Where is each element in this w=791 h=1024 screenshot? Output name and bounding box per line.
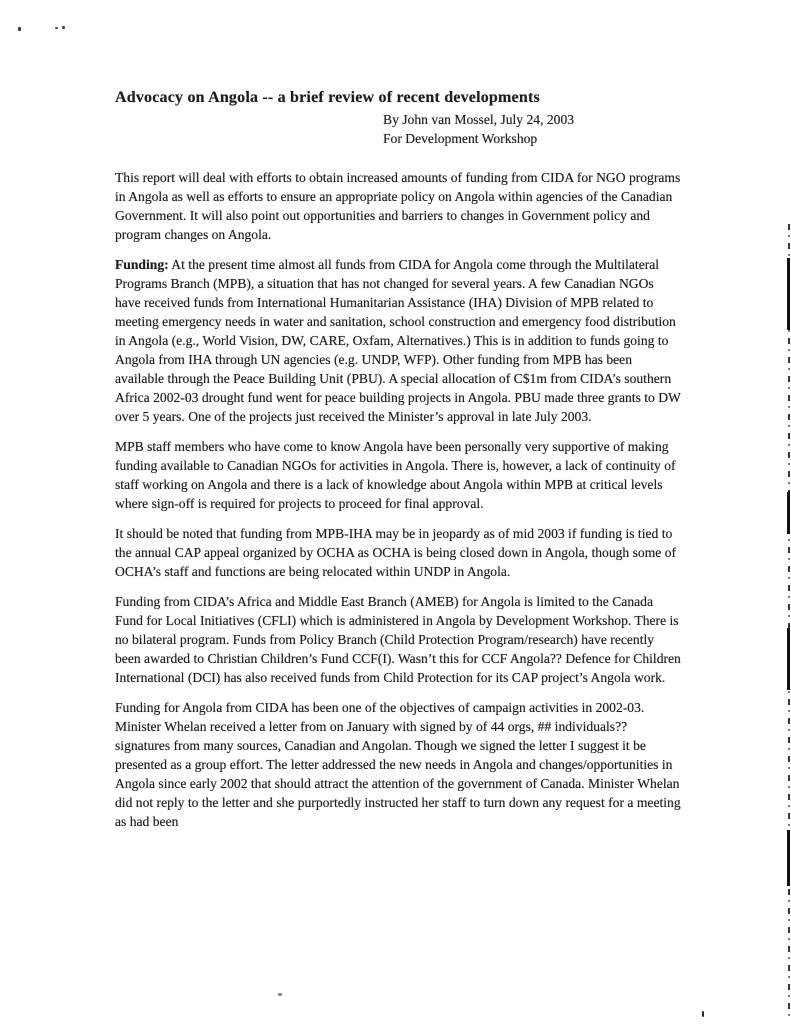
scan-edge-segment [787,830,790,886]
byline [383,110,682,148]
paragraph-intro [115,168,682,244]
paragraph-ameb [115,592,682,687]
scan-speck [55,27,58,29]
scan-speck [278,993,282,996]
paragraph-mpb-staff [115,437,682,513]
paragraph-text: MPB staff members who have come to know Angola have been personally very supportive of making funding available to Canadian NGOs for activities in Angola. There is, however, a lack of continuity of staff working on Angola and there is a lack of knowledge about Angola within MPB at critical levels where sign-off is required for projects to proceed for final approval. [115,439,676,511]
scan-speck [18,27,21,31]
paragraph-campaign [115,698,682,831]
paragraph-funding [115,255,682,426]
document-body [115,168,682,831]
paragraph-text: This report will deal with efforts to obtain increased amounts of funding from CIDA for NGO programs in Angola as well as efforts to ensure an appropriate policy on Angola within agencies of the Canadian Government. It will also point out opportunities and barriers to changes in Government policy and program changes on Angola. [115,170,681,242]
byline-author: By John van Mossel, July 24, 2003 [383,112,575,127]
paragraph-mpb-iha [115,524,682,581]
paragraph-text: Funding from CIDA’s Africa and Middle East Branch (AMEB) for Angola is limited to the Canada Fund for Local Initiatives (CFLI) which is administered in Angola by Development Workshop. There is no bilateral program. Funds from Policy Branch (Child Protection Program/research) have recently been awarded to Christian Children’s Fund CCF(I). Wasn’t this for CCF Angola?? Defence for Children International (DCI) has also received funds from Child Protection for its CAP project’s Angola work. [115,594,681,685]
paragraph-lead: Funding: [115,257,169,272]
paragraph-text: Funding for Angola from CIDA has been one of the objectives of campaign activities in 2002-03. Minister Whelan received a letter from on January with signed by of 44 orgs, ## individuals?? signatures from many sources, Canadian and Angolan. Though we signed the letter I suggest it be presented as a group effort. The letter addressed the new needs in Angola and changes/opportunities in Angola since early 2002 that should attract the attention of the government of Canada. Minister Whelan did not reply to the letter and she purportedly instructed her staff to turn down any request for a meeting as had been [115,700,681,829]
scan-edge-artifact [787,224,790,1016]
byline-organization: For Development Workshop [383,131,538,146]
paragraph-text: At the present time almost all funds from CIDA for Angola come through the Multilateral Programs Branch (MPB), a situation that has not changed for several years. A few Canadian NGOs have received funds from International Humanitarian Assistance (IHA) Division of MPB related to meeting emergency needs in water and sanitation, school construction and emergency food distribution in Angola (e.g., World Vision, DW, CARE, Oxfam, Alternatives.) This is in addition to funds going to Angola from IHA through UN agencies (e.g. UNDP, WFP). Other funding from MPB has been available through the Peace Building Unit (PBU). A special allocation of C$1m from CIDA’s southern Africa 2002-03 drought fund went for peace building projects in Angola. PBU made three grants to DW over 5 years. One of the projects just received the Minister’s approval in late July 2003. [115,257,681,424]
scan-edge-segment [787,628,790,690]
scan-edge-segment [787,258,790,330]
scan-speck [702,1011,704,1017]
paragraph-text: It should be noted that funding from MPB-IHA may be in jeopardy as of mid 2003 if funding is tied to the annual CAP appeal organized by OCHA as OCHA is being closed down in Angola, though some of OCHA’s staff and functions are being relocated within UNDP in Angola. [115,526,677,579]
scan-edge-segment [787,492,790,534]
document-title: Advocacy on Angola -- a brief review of recent developments [115,89,540,106]
document-content [115,88,682,842]
scan-edge-dashes [788,224,790,1016]
scan-speck [62,26,65,29]
